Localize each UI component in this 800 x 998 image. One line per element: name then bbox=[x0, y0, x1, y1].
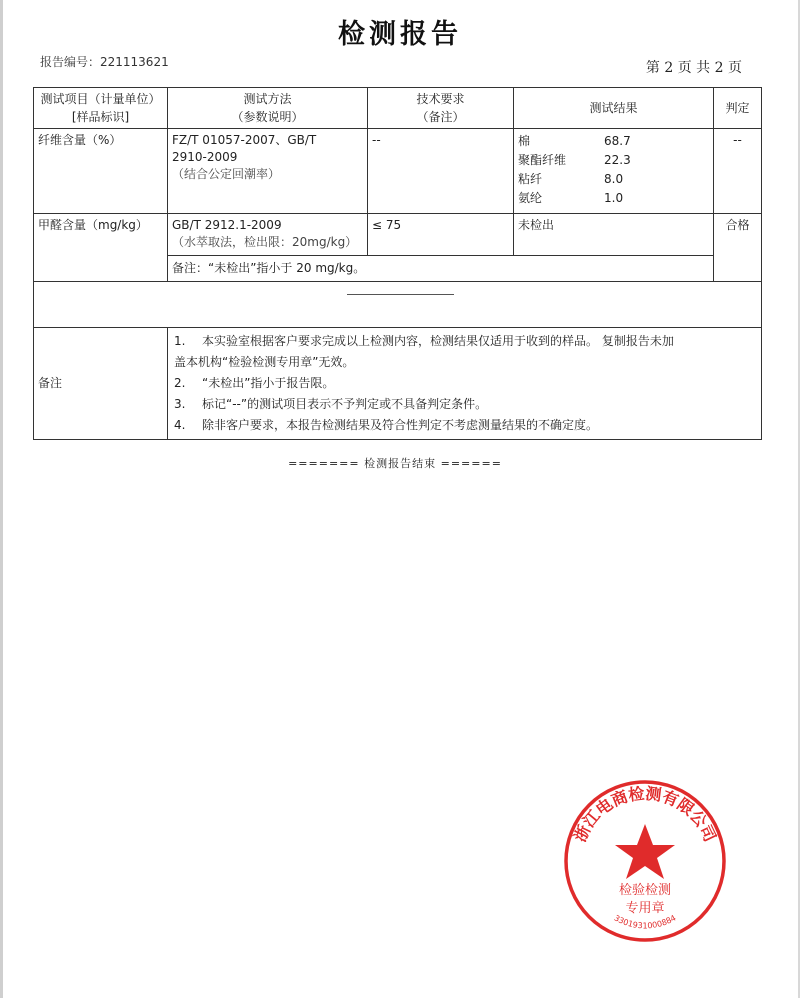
note-text: 本实验室根据客户要求完成以上检测内容，检测结果仅适用于收到的样品。 复制报告未加 bbox=[202, 334, 674, 348]
note-item bbox=[172, 331, 757, 352]
formaldehyde-result: 未检出 bbox=[514, 214, 714, 256]
note-number: 3. bbox=[174, 397, 186, 411]
divider-line bbox=[347, 294, 454, 295]
header-result: 测试结果 bbox=[514, 88, 714, 129]
fiber-result-value: 1.0 bbox=[604, 191, 624, 205]
fiber-result-row bbox=[518, 189, 709, 208]
notes-label: 备注 bbox=[34, 328, 168, 440]
page-info: 第 2 页 共 2 页 bbox=[645, 60, 742, 76]
fiber-result-row bbox=[518, 170, 709, 189]
table-row-formaldehyde bbox=[34, 214, 762, 256]
fiber-result-row bbox=[518, 151, 709, 170]
divider-cell bbox=[34, 282, 762, 328]
formaldehyde-requirement: ≤ 75 bbox=[368, 214, 514, 256]
formaldehyde-method bbox=[168, 214, 368, 256]
fiber-method-line1: FZ/T 01057-2007、GB/T bbox=[172, 133, 317, 147]
note-number: 4. bbox=[174, 418, 186, 432]
seal-code: 3301931000884 bbox=[612, 913, 678, 931]
fiber-item: 纤维含量（%） bbox=[34, 129, 168, 214]
header-item-line2: [样品标识] bbox=[71, 110, 130, 124]
fiber-judgement: -- bbox=[714, 129, 762, 214]
fiber-result-value: 22.3 bbox=[604, 153, 631, 167]
seal-line1: 检验检测 bbox=[618, 883, 672, 898]
seal-org-name: 浙江电商检测有限公司 bbox=[570, 783, 720, 845]
header-requirement-line2: （备注） bbox=[416, 110, 465, 124]
note-item bbox=[172, 394, 757, 415]
report-end-marker: ======= 检测报告结束 ====== bbox=[288, 457, 502, 470]
notes-content bbox=[168, 328, 762, 440]
fiber-result-name: 氨纶 bbox=[518, 191, 543, 205]
fiber-result-name: 棉 bbox=[518, 134, 531, 148]
note-text: 标记“--”的测试项目表示不予判定或不具备判定条件。 bbox=[202, 397, 488, 411]
header-method-line2: （参数说明） bbox=[231, 110, 304, 124]
fiber-result-name: 聚酯纤维 bbox=[518, 153, 567, 167]
seal-line2: 专用章 bbox=[625, 901, 665, 916]
table-row-divider bbox=[34, 282, 762, 328]
header-requirement bbox=[368, 88, 514, 129]
note-text: 除非客户要求，本报告检测结果及符合性判定不考虑测量结果的不确定度。 bbox=[202, 418, 599, 432]
note-text: “未检出”指小于报告限。 bbox=[202, 376, 335, 390]
note-item bbox=[172, 352, 757, 373]
header-method bbox=[168, 88, 368, 129]
formaldehyde-method-line2: （水萃取法，检出限：20mg/kg） bbox=[172, 235, 358, 249]
note-number: 1. bbox=[174, 334, 186, 348]
fiber-method-line3: （结合公定回潮率） bbox=[172, 167, 281, 181]
note-item bbox=[172, 373, 757, 394]
note-text: 盖本机构“检验检测专用章”无效。 bbox=[174, 355, 355, 369]
official-seal bbox=[562, 778, 728, 944]
header-requirement-line1: 技术要求 bbox=[416, 92, 465, 106]
header-item-line1: 测试项目（计量单位） bbox=[40, 92, 161, 106]
fiber-results bbox=[514, 129, 714, 214]
fiber-method bbox=[168, 129, 368, 214]
fiber-result-name: 粘纤 bbox=[518, 172, 543, 186]
formaldehyde-method-line1: GB/T 2912.1-2009 bbox=[172, 218, 282, 232]
table-row-notes bbox=[34, 328, 762, 440]
report-title: 检测报告 bbox=[338, 19, 462, 50]
fiber-method-line2: 2910-2009 bbox=[172, 150, 238, 164]
header-method-line1: 测试方法 bbox=[243, 92, 292, 106]
table-header-row bbox=[34, 88, 762, 129]
results-table bbox=[33, 87, 762, 440]
header-judgement: 判定 bbox=[714, 88, 762, 129]
header-item bbox=[34, 88, 168, 129]
fiber-requirement: -- bbox=[368, 129, 514, 214]
note-item bbox=[172, 415, 757, 436]
note-number: 2. bbox=[174, 376, 186, 390]
formaldehyde-item: 甲醛含量（mg/kg） bbox=[34, 214, 168, 282]
fiber-result-value: 68.7 bbox=[604, 134, 631, 148]
table-row-fiber bbox=[34, 129, 762, 214]
page-edge-left bbox=[0, 0, 3, 998]
fiber-result-value: 8.0 bbox=[604, 172, 624, 186]
report-number: 报告编号：221113621 bbox=[40, 55, 169, 69]
fiber-result-row bbox=[518, 132, 709, 151]
formaldehyde-judgement: 合格 bbox=[714, 214, 762, 282]
seal-star-icon bbox=[615, 824, 675, 879]
formaldehyde-remark: 备注：“未检出”指小于 20 mg/kg。 bbox=[168, 256, 714, 282]
